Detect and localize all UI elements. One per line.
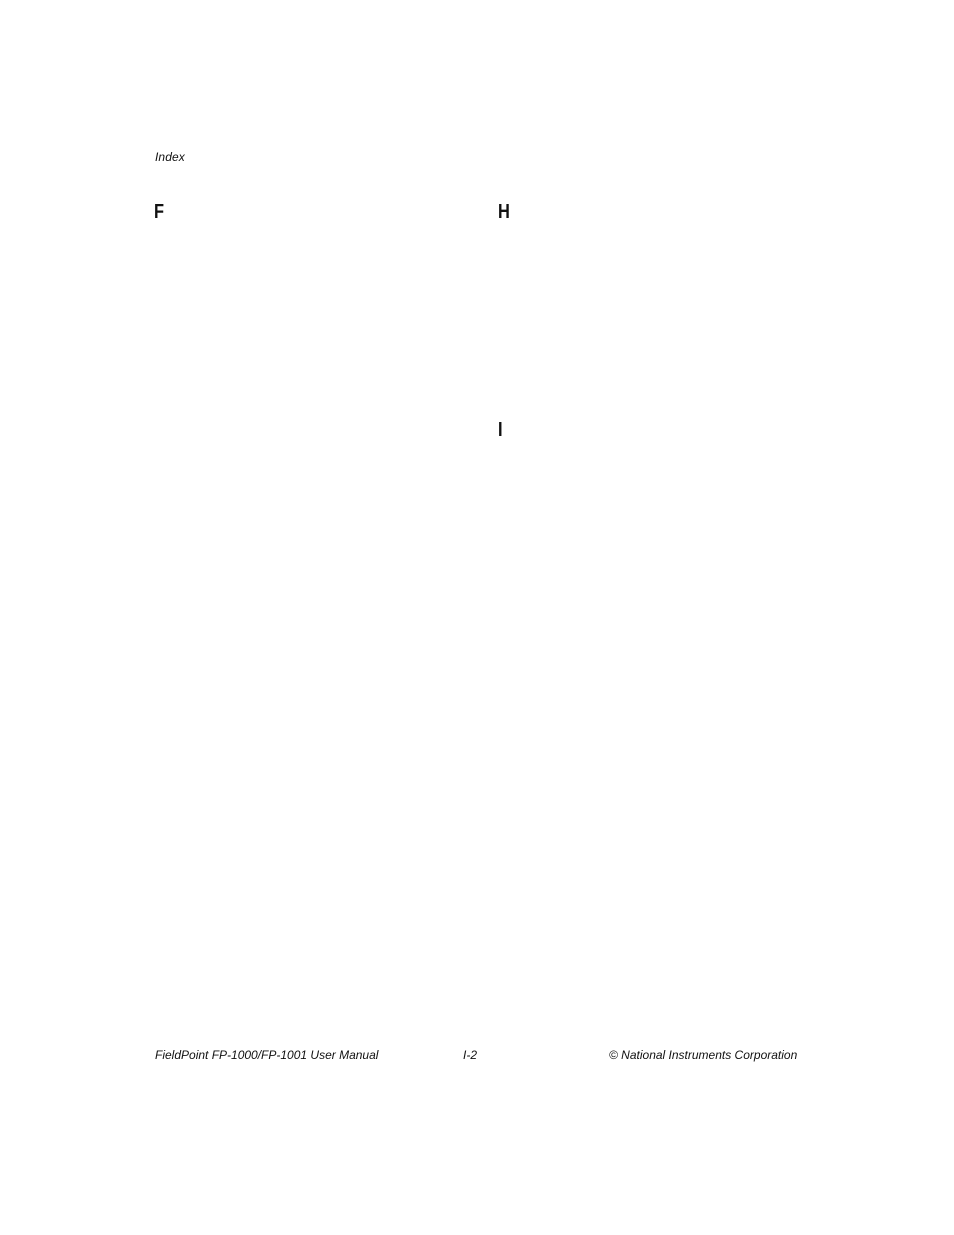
footer-copyright: © National Instruments Corporation <box>609 1048 798 1062</box>
footer-page-number: I-2 <box>463 1048 478 1062</box>
running-head: Index <box>155 150 185 164</box>
index-section-letter-f: F <box>154 201 165 223</box>
index-section-letter-h: H <box>498 201 510 223</box>
index-section-letter-i: I <box>498 419 503 441</box>
footer-manual-title: FieldPoint FP-1000/FP-1001 User Manual <box>155 1048 379 1062</box>
